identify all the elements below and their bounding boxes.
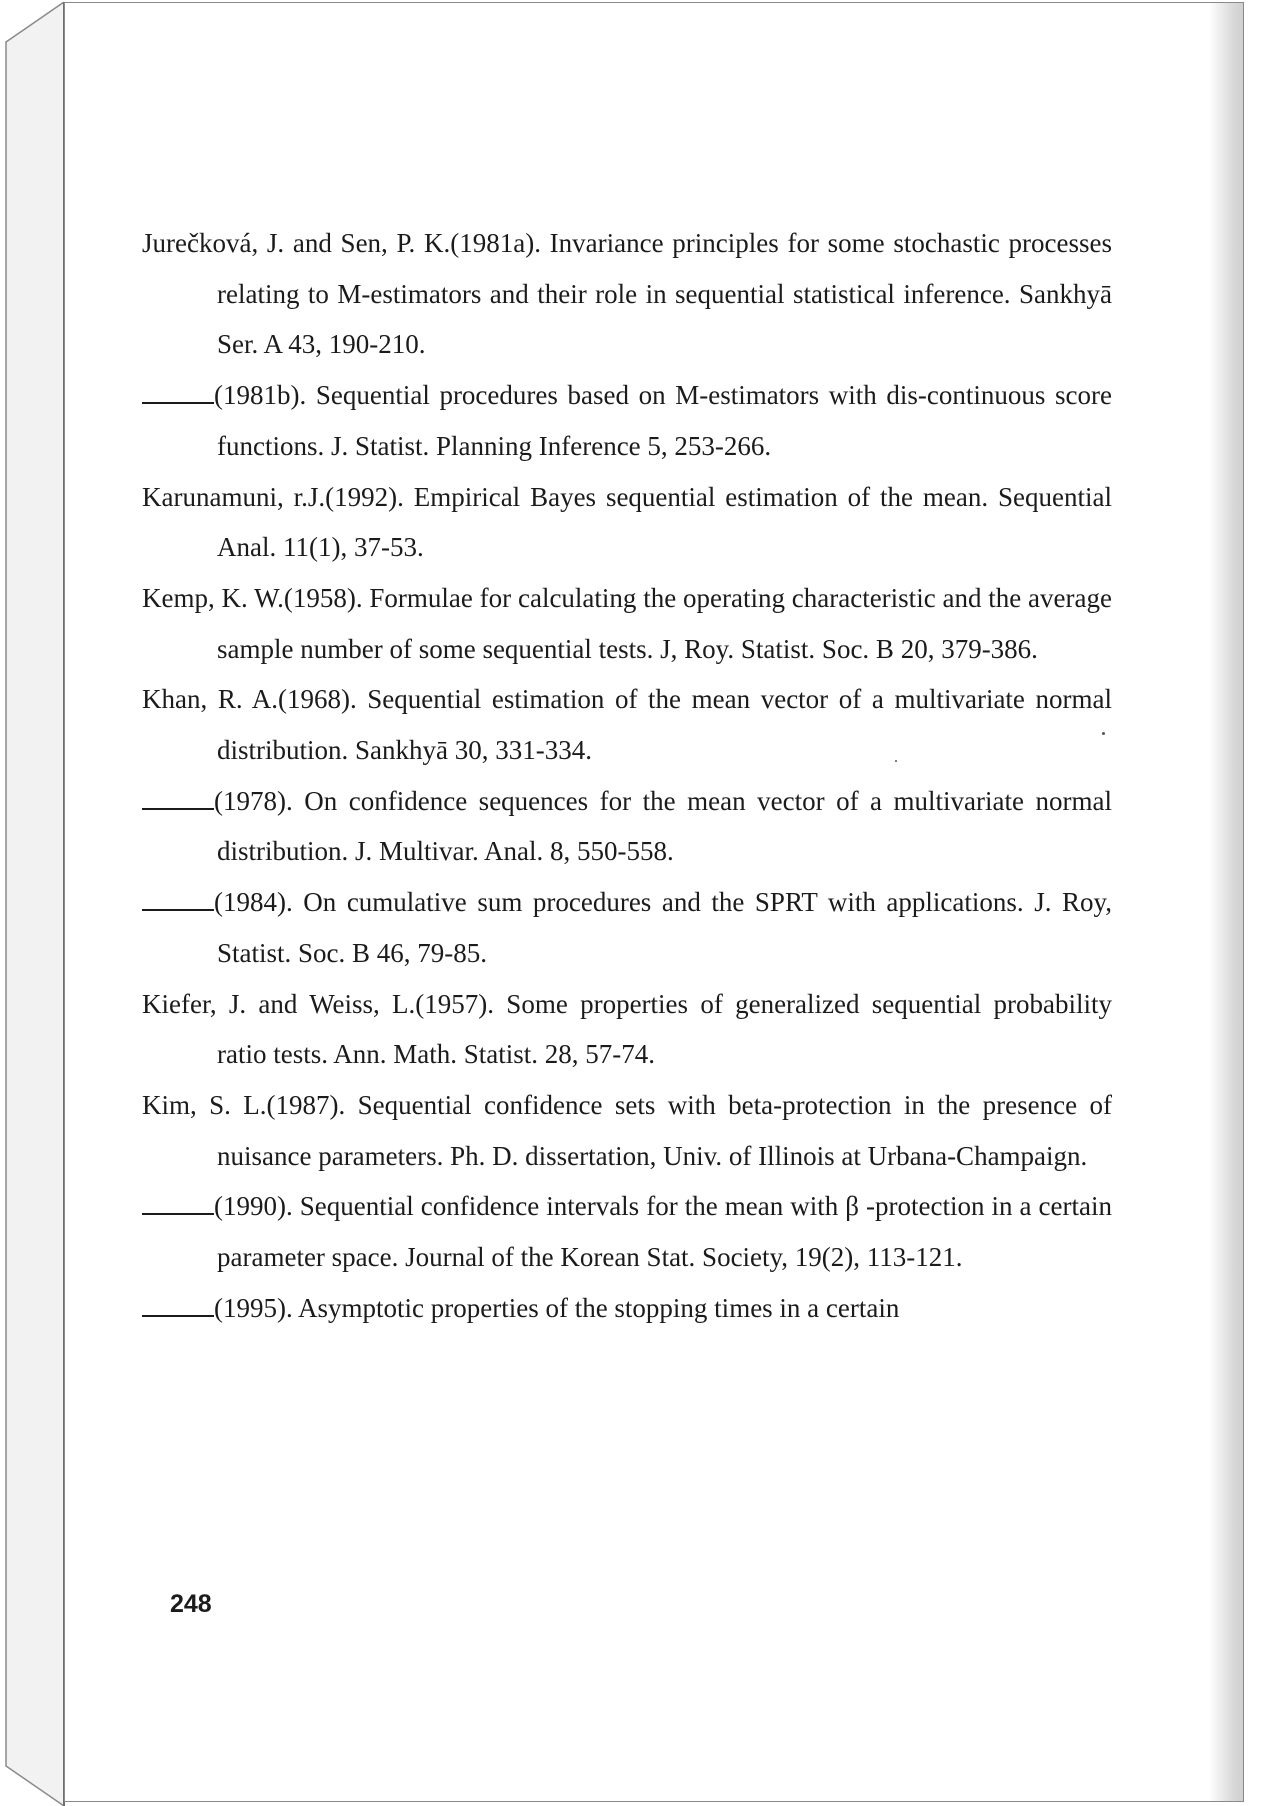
reference-entry	[142, 877, 1112, 978]
reference-lead-dash	[142, 1295, 214, 1317]
reference-text: Karunamuni, r.J.(1992). Empirical Bayes sequential estimation of the mean. Sequential Anal. 11(1), 37-53.	[142, 481, 1112, 563]
page-edge-shadow	[1209, 3, 1243, 1801]
reference-entry	[142, 573, 1112, 674]
scan-speck	[895, 760, 897, 762]
scan-speck	[1102, 732, 1105, 735]
reference-entry	[142, 218, 1112, 370]
reference-list	[142, 218, 1112, 1333]
page-number: 248	[170, 1590, 212, 1618]
reference-text: (1978). On confidence sequences for the mean vector of a multivariate normal distribution. J. Multivar. Anal. 8, 550-558.	[214, 785, 1112, 867]
reference-text: Kemp, K. W.(1958). Formulae for calculating the operating characteristic and the average sample number of some sequential tests. J, Roy. Statist. Soc. B 20, 379-386.	[142, 582, 1112, 664]
reference-entry	[142, 674, 1112, 775]
reference-text: Kim, S. L.(1987). Sequential confidence sets with beta-protection in the presence of nuisance parameters. Ph. D. dissertation, Univ. of Illinois at Urbana-Champaign.	[142, 1089, 1112, 1171]
reference-entry	[142, 776, 1112, 877]
reference-lead-dash	[142, 382, 214, 404]
reference-entry	[142, 979, 1112, 1080]
reference-lead-dash	[142, 889, 214, 911]
reference-text: (1995). Asymptotic properties of the stopping times in a certain	[214, 1292, 900, 1323]
reference-entry	[142, 472, 1112, 573]
reference-entry	[142, 1181, 1112, 1282]
reference-text: (1990). Sequential confidence intervals for the mean with β -protection in a certain parameter space. Journal of the Korean Stat. Society, 19(2), 113-121.	[214, 1191, 1112, 1273]
reference-text: Khan, R. A.(1968). Sequential estimation of the mean vector of a multivariate normal distribution. Sankhyā 30, 331-334.	[142, 684, 1112, 766]
reference-entry	[142, 1283, 1112, 1334]
reference-text: Jurečková, J. and Sen, P. K.(1981a). Invariance principles for some stochastic processes relating to M-estimators and their role in sequential statistical inference. Sankhyā Ser. A 43, 190-210.	[142, 228, 1112, 360]
reference-entry	[142, 370, 1112, 471]
reference-text: Kiefer, J. and Weiss, L.(1957). Some properties of generalized sequential probability ratio tests. Ann. Math. Statist. 28, 57-74.	[142, 988, 1112, 1070]
reference-text: (1981b). Sequential procedures based on M-estimators with dis-continuous score functions. J. Statist. Planning Inference 5, 253-266.	[214, 380, 1112, 461]
reference-lead-dash	[142, 788, 214, 810]
reference-entry	[142, 1080, 1112, 1181]
reference-text: (1984). On cumulative sum procedures and the SPRT with applications. J. Roy, Statist. Soc. B 46, 79-85.	[214, 887, 1112, 968]
reference-lead-dash	[142, 1193, 214, 1215]
